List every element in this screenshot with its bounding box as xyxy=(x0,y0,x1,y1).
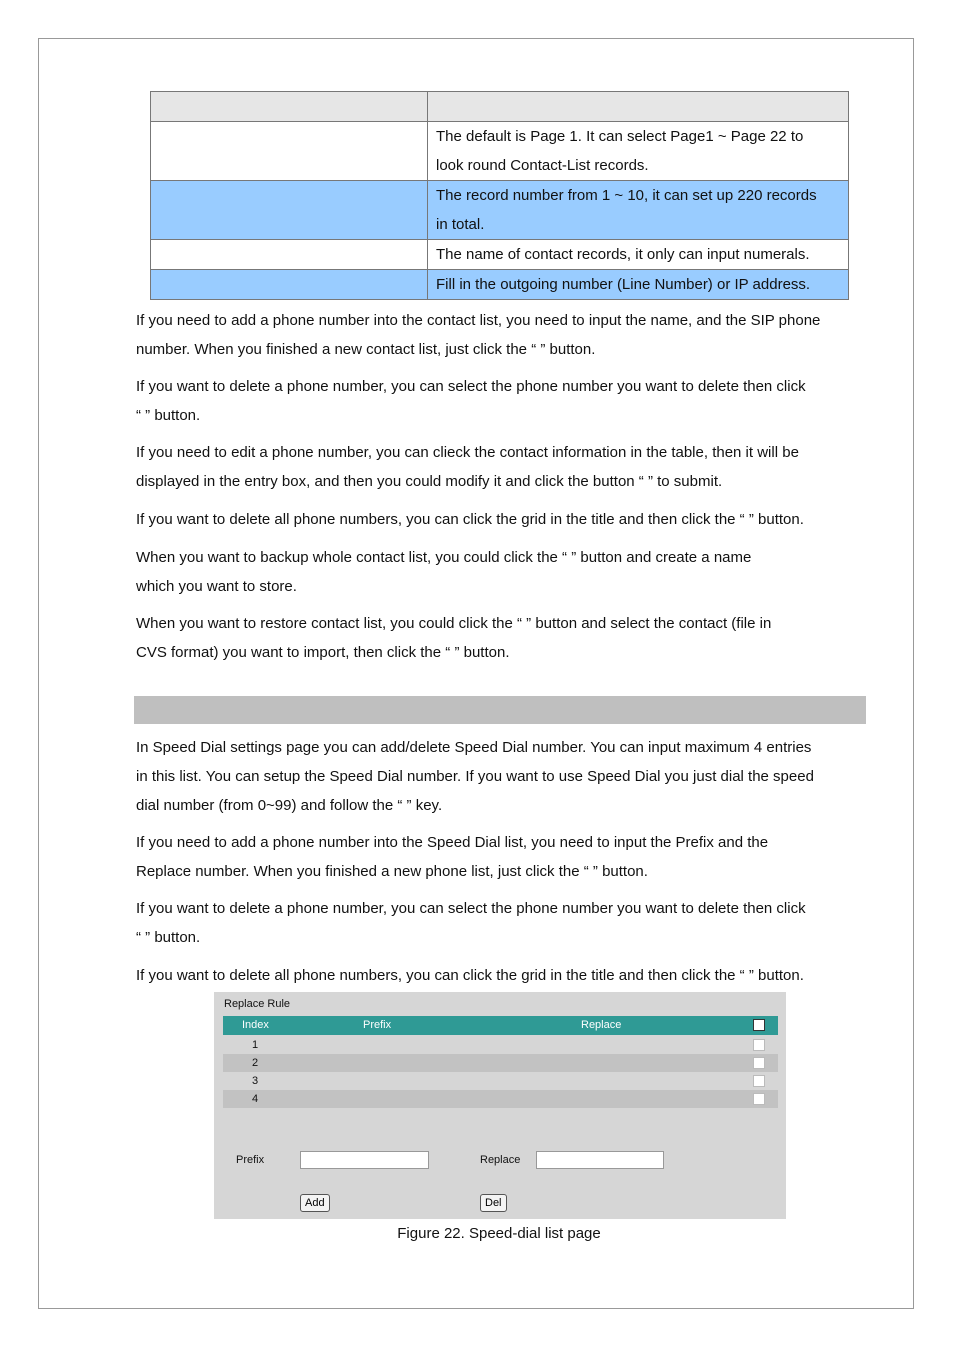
paragraph-speed-dial-delete-all xyxy=(136,961,866,990)
text-line: “ ” button. xyxy=(136,407,201,424)
paragraph-speed-dial-add xyxy=(136,828,866,886)
add-button[interactable]: Add xyxy=(300,1194,330,1212)
table-cell xyxy=(151,122,428,181)
paragraph-delete-contact xyxy=(136,372,866,430)
text-line: When you want to restore contact list, you could click the “ ” button and select the contact (file in xyxy=(136,615,772,632)
text-line: CVS format) you want to import, then click the “ ” button. xyxy=(136,644,510,661)
table-row[interactable] xyxy=(223,1090,778,1108)
text-line: which you want to store. xyxy=(136,578,297,595)
row-desc-line: in total. xyxy=(436,216,485,233)
table-cell xyxy=(428,122,849,181)
contact-field-table xyxy=(150,91,849,300)
paragraph-delete-all xyxy=(136,505,866,534)
text-line: “ ” button. xyxy=(136,929,201,946)
section-heading-bar xyxy=(134,696,866,724)
text-line: If you need to add a phone number into the Speed Dial list, you need to input the Prefix and the xyxy=(136,834,769,851)
row-desc-line: look round Contact-List records. xyxy=(436,157,649,174)
row-checkbox[interactable] xyxy=(753,1057,765,1069)
table-row[interactable] xyxy=(223,1036,778,1054)
column-prefix: Prefix xyxy=(363,1019,392,1031)
row-desc-line: The name of contact records, it only can input numerals. xyxy=(436,246,810,263)
row-desc-line: The record number from 1 ~ 10, it can set up 220 records xyxy=(436,187,817,204)
prefix-label: Prefix xyxy=(236,1154,265,1166)
paragraph-add-contact xyxy=(136,306,866,364)
row-checkbox[interactable] xyxy=(753,1093,765,1105)
row-index: 3 xyxy=(252,1075,259,1087)
text-line: If you want to delete a phone number, you can select the phone number you want to delete then click xyxy=(136,900,806,917)
table-row xyxy=(151,122,849,181)
row-checkbox[interactable] xyxy=(753,1075,765,1087)
table-cell xyxy=(428,181,849,240)
paragraph-speed-dial-delete xyxy=(136,894,866,952)
table-cell xyxy=(151,240,428,270)
text-line: in this list. You can setup the Speed Dial number. If you want to use Speed Dial you just dial the speed xyxy=(136,768,814,785)
del-button[interactable]: Del xyxy=(480,1194,507,1212)
table-cell xyxy=(428,270,849,300)
text-line: When you want to backup whole contact list, you could click the “ ” button and create a name xyxy=(136,549,752,566)
table-row xyxy=(151,270,849,300)
paragraph-edit-contact xyxy=(136,438,866,496)
paragraph-backup xyxy=(136,543,866,601)
table-row xyxy=(151,240,849,270)
table-row[interactable] xyxy=(223,1072,778,1090)
column-replace: Replace xyxy=(581,1019,622,1031)
text-line: dial number (from 0~99) and follow the “ ” key. xyxy=(136,797,443,814)
figure-caption: Figure 22. Speed-dial list page xyxy=(397,1225,601,1242)
text-line: If you want to delete all phone numbers, you can click the grid in the title and then click the “ ” button. xyxy=(136,511,804,528)
row-index: 1 xyxy=(252,1039,259,1051)
prefix-input[interactable] xyxy=(300,1151,429,1169)
select-all-checkbox[interactable] xyxy=(753,1019,765,1031)
table-cell xyxy=(428,240,849,270)
table-cell xyxy=(151,181,428,240)
paragraph-speed-dial-intro xyxy=(136,733,866,820)
table-cell xyxy=(151,270,428,300)
table-cell xyxy=(428,92,849,122)
replace-label: Replace xyxy=(480,1154,521,1166)
text-line: Replace number. When you finished a new phone list, just click the “ ” button. xyxy=(136,863,648,880)
table-header-row xyxy=(151,92,849,122)
table-row[interactable] xyxy=(223,1054,778,1072)
text-line: displayed in the entry box, and then you could modify it and click the button “ ” to submit. xyxy=(136,473,723,490)
row-checkbox[interactable] xyxy=(753,1039,765,1051)
replace-input[interactable] xyxy=(536,1151,664,1169)
table-cell xyxy=(151,92,428,122)
text-line: If you need to edit a phone number, you can clieck the contact information in the table, then it will be xyxy=(136,444,799,461)
column-index: Index xyxy=(242,1019,269,1031)
row-index: 4 xyxy=(252,1093,259,1105)
row-desc-line: The default is Page 1. It can select Page1 ~ Page 22 to xyxy=(436,128,804,145)
text-line: If you want to delete a phone number, you can select the phone number you want to delete then click xyxy=(136,378,806,395)
row-desc-line: Fill in the outgoing number (Line Number) or IP address. xyxy=(436,276,811,293)
text-line: In Speed Dial settings page you can add/delete Speed Dial number. You can input maximum 4 entries xyxy=(136,739,812,756)
speed-dial-screenshot xyxy=(214,992,786,1219)
text-line: If you need to add a phone number into the contact list, you need to input the name, and the SIP phone xyxy=(136,312,821,329)
row-index: 2 xyxy=(252,1057,259,1069)
paragraph-restore xyxy=(136,609,866,667)
text-line: If you want to delete all phone numbers, you can click the grid in the title and then click the “ ” button. xyxy=(136,967,804,984)
text-line: number. When you finished a new contact list, just click the “ ” button. xyxy=(136,341,596,358)
replace-rule-header xyxy=(223,1016,778,1035)
replace-rule-title: Replace Rule xyxy=(224,998,291,1010)
table-row xyxy=(151,181,849,240)
